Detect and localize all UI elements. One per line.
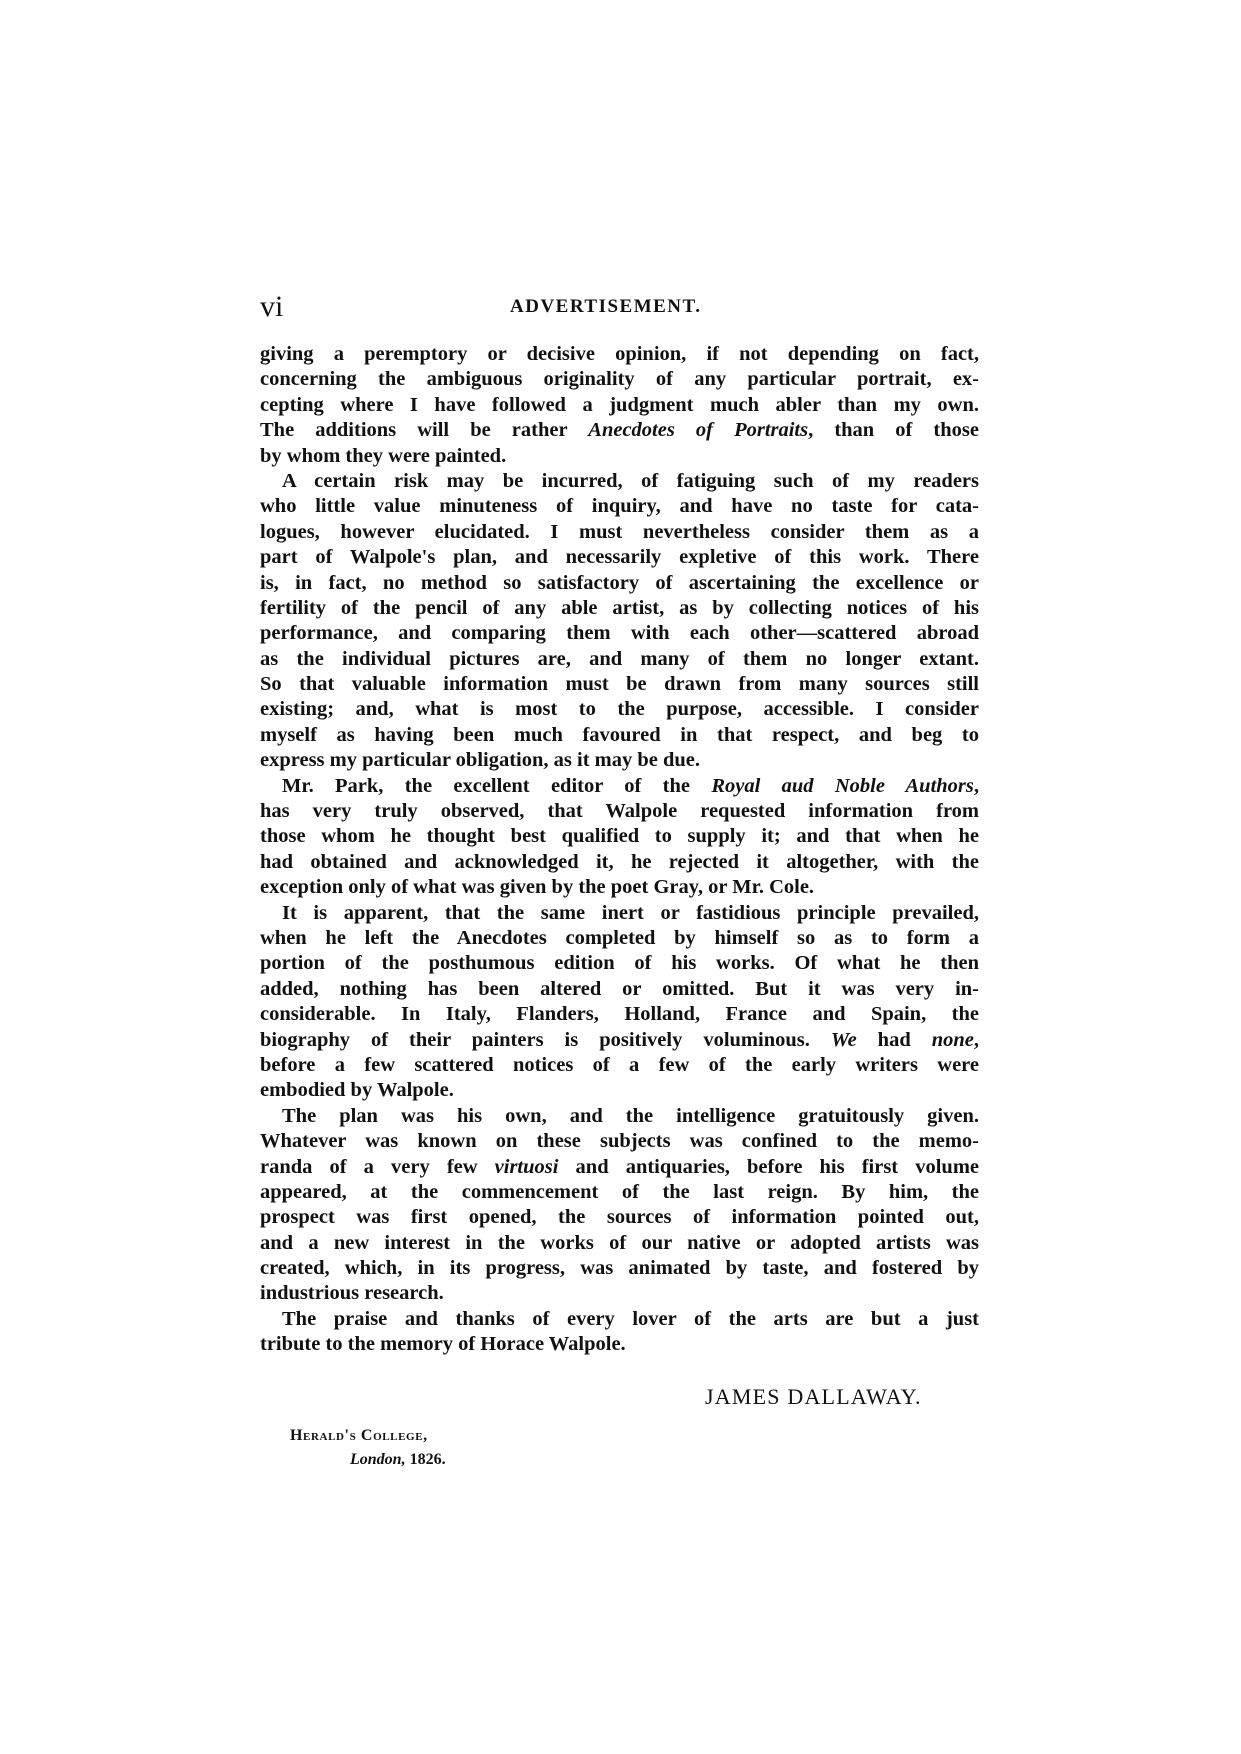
text-line: randa of a very few virtuosi and antiquaries, before his first volume <box>260 1155 979 1178</box>
text-line: Whatever was known on these subjects was confined to the memo- <box>260 1130 979 1153</box>
text-line: created, which, in its progress, was animated by taste, and fostered by <box>260 1257 979 1280</box>
text-line: biography of their painters is positively voluminous. We had none, <box>260 1028 979 1051</box>
text-line: performance, and comparing them with each other—scattered abroad <box>260 622 979 645</box>
text-line: Mr. Park, the excellent editor of the Royal aud Noble Authors, <box>282 774 979 797</box>
body-text <box>260 342 979 1358</box>
page-header <box>260 292 980 326</box>
text-line: cepting where I have followed a judgment much abler than my own. <box>260 393 979 416</box>
dateline-city-date <box>290 1448 446 1472</box>
dateline <box>290 1424 446 1472</box>
text-line: prospect was first opened, the sources of information pointed out, <box>260 1206 979 1229</box>
running-head: ADVERTISEMENT. <box>510 296 702 317</box>
text-line: added, nothing has been altered or omitted. But it was very in- <box>260 977 979 1000</box>
text-line: So that valuable information must be drawn from many sources still <box>260 673 979 696</box>
text-line: fertility of the pencil of any able artist, as by collecting notices of his <box>260 596 979 619</box>
text-line: embodied by Walpole. <box>260 1079 454 1102</box>
dateline-year: 1826. <box>409 1451 446 1468</box>
dateline-city: London, <box>350 1451 406 1468</box>
text-line: as the individual pictures are, and many of them no longer extant. <box>260 647 979 670</box>
text-line: logues, however elucidated. I must nevertheless consider them as a <box>260 520 979 543</box>
text-line: part of Walpole's plan, and necessarily expletive of this work. There <box>260 546 979 569</box>
text-line: existing; and, what is most to the purpose, accessible. I consider <box>260 698 979 721</box>
text-line: has very truly observed, that Walpole requested information from <box>260 800 979 823</box>
text-line: giving a peremptory or decisive opinion, if not depending on fact, <box>260 343 979 365</box>
text-line: express my particular obligation, as it may be due. <box>260 749 700 772</box>
text-line: when he left the Anecdotes completed by himself so as to form a <box>260 926 979 949</box>
text-line: myself as having been much favoured in that respect, and beg to <box>260 723 979 746</box>
text-line: The praise and thanks of every lover of the arts are but a just <box>282 1307 979 1330</box>
text-line: before a few scattered notices of a few of the early writers were <box>260 1053 979 1076</box>
text-line: industrious research. <box>260 1282 444 1305</box>
page-number: vi <box>260 290 284 323</box>
text-line: and a new interest in the works of our native or adopted artists was <box>260 1231 979 1254</box>
text-line: considerable. In Italy, Flanders, Holland, France and Spain, the <box>260 1003 979 1026</box>
text-line: had obtained and acknowledged it, he rejected it altogether, with the <box>260 850 979 873</box>
text-line: who little value minuteness of inquiry, and have no taste for cata- <box>260 495 979 518</box>
text-line: tribute to the memory of Horace Walpole. <box>260 1333 626 1356</box>
text-line: concerning the ambiguous originality of any particular portrait, ex- <box>260 368 979 391</box>
dateline-place: Herald's College, <box>290 1427 428 1444</box>
text-line: The additions will be rather Anecdotes of Portraits, than of those <box>260 419 979 442</box>
text-line: The plan was his own, and the intelligence gratuitously given. <box>282 1104 979 1127</box>
text-line: A certain risk may be incurred, of fatiguing such of my readers <box>282 469 979 492</box>
text-line: exception only of what was given by the poet Gray, or Mr. Cole. <box>260 876 815 899</box>
text-line: appeared, at the commencement of the last reign. By him, the <box>260 1180 979 1203</box>
text-line: is, in fact, no method so satisfactory of ascertaining the excellence or <box>260 571 979 594</box>
text-line: by whom they were painted. <box>260 444 507 467</box>
author-signature: JAMES DALLAWAY. <box>705 1384 922 1409</box>
text-line: those whom he thought best qualified to supply it; and that when he <box>260 825 979 848</box>
text-line: portion of the posthumous edition of his works. Of what he then <box>260 952 979 975</box>
text-line: It is apparent, that the same inert or fastidious principle prevailed, <box>282 901 979 924</box>
